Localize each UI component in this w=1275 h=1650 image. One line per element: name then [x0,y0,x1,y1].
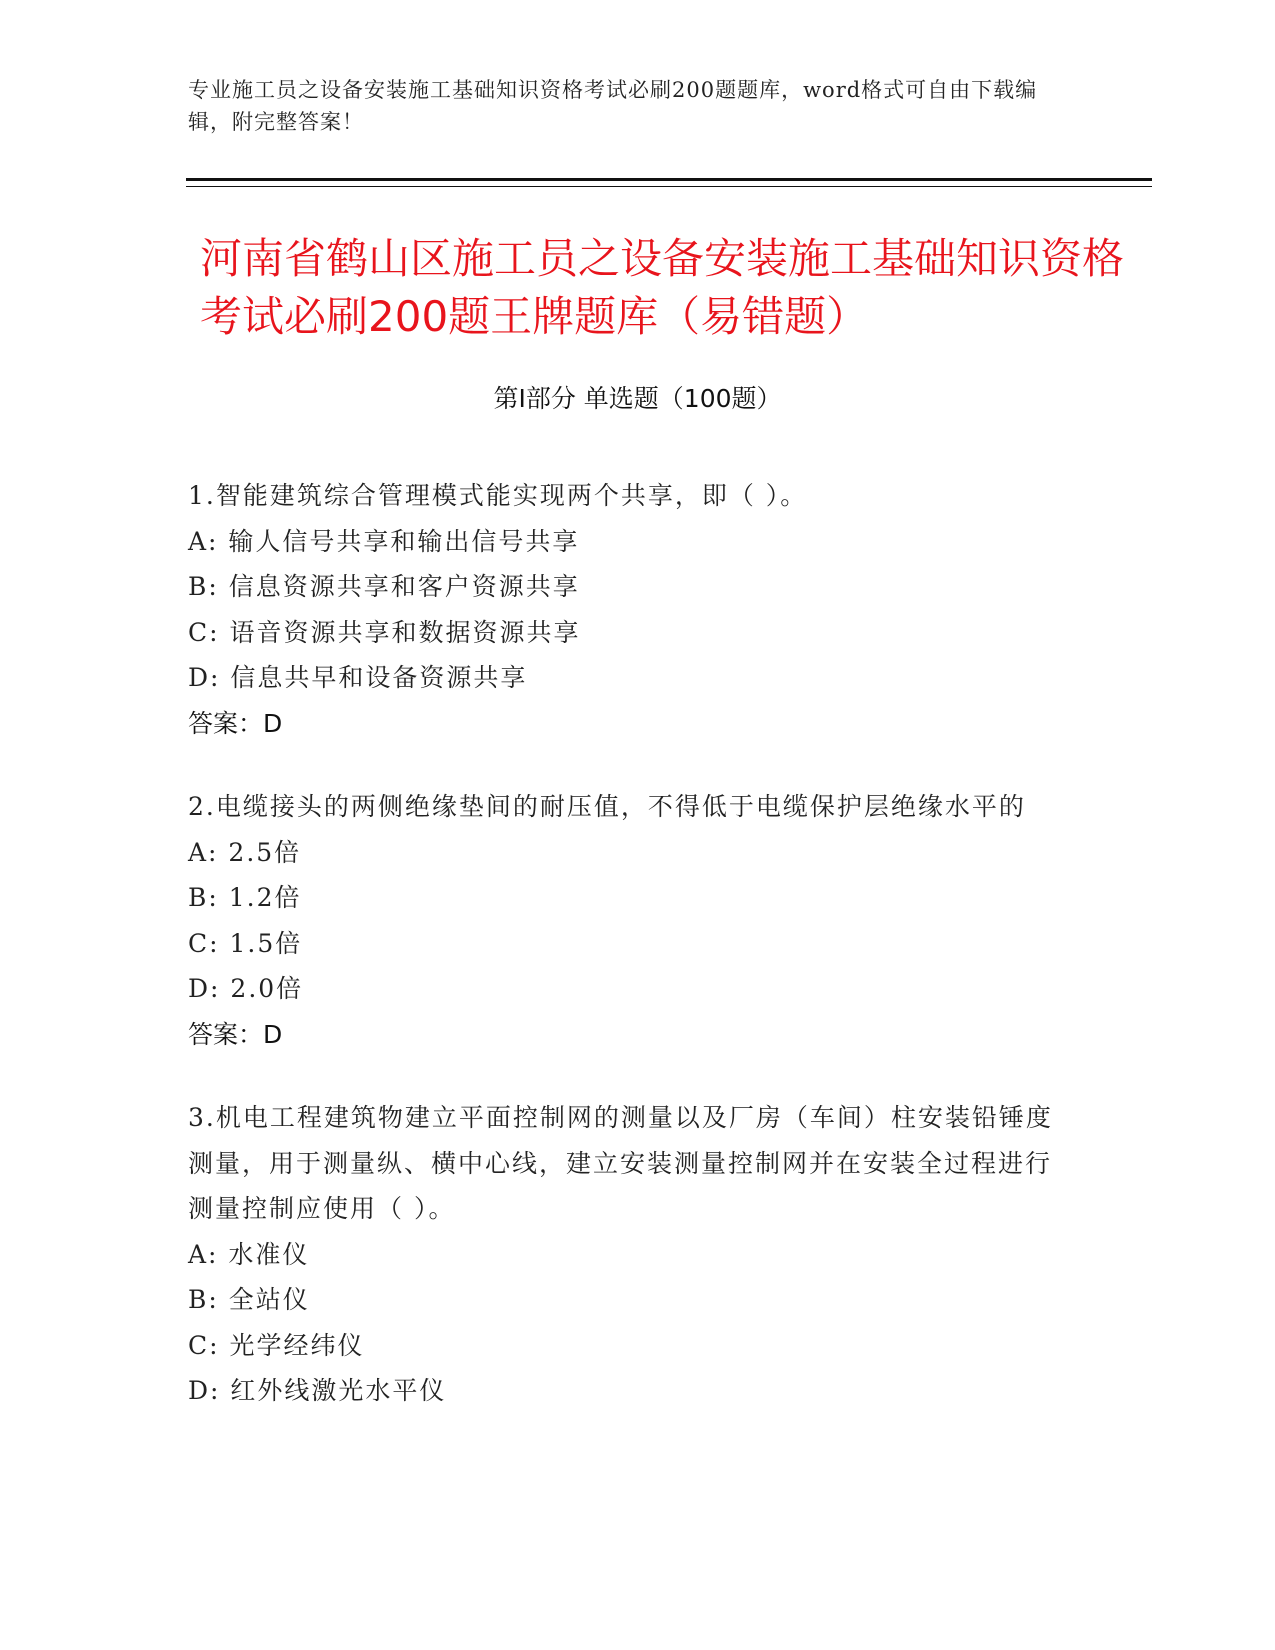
option-a: A: 2.5倍 [188,837,302,867]
question-list [188,473,1068,1452]
header-rule-thin [186,186,1152,187]
option-b: B: 1.2倍 [188,883,302,912]
option-c: C: 光学经纬仪 [188,1330,365,1360]
answer: 答案：D [188,1019,283,1049]
option-a: A: 水准仪 [188,1239,310,1269]
option-b: B: 全站仪 [188,1285,310,1314]
question-2 [188,784,1068,1057]
question-text: 2.电缆接头的两侧绝缘垫间的耐压值，不得低于电缆保护层绝缘水平的 [188,792,1026,821]
option-b: B: 信息资源共享和客户资源共享 [188,572,580,601]
header-note: 专业施工员之设备安装施工基础知识资格考试必刷200题题库，word格式可自由下载编辑，附完整答案！ [188,78,1038,134]
section-title: 第Ⅰ部分 单选题（100题） [493,384,782,413]
question-3 [188,1095,1068,1414]
question-1 [188,473,1068,746]
option-d: D: 红外线激光水平仪 [188,1376,447,1405]
option-c: C: 1.5倍 [188,928,303,958]
header-rule-thick [186,178,1152,181]
document-title: 河南省鹤山区施工员之设备安装施工基础知识资格考试必刷200题王牌题库（易错题） [200,234,1125,341]
option-d: D: 信息共早和设备资源共享 [188,663,528,692]
option-c: C: 语音资源共享和数据资源共享 [188,617,581,647]
answer: 答案：D [188,708,283,738]
option-a: A: 输人信号共享和输出信号共享 [188,526,580,556]
question-text: 1.智能建筑综合管理模式能实现两个共享，即（ ）。 [188,481,808,510]
question-text: 3.机电工程建筑物建立平面控制网的测量以及厂房（车间）柱安装铅锤度测量，用于测量纵、横中心线，建立安装测量控制网并在安装全过程进行测量控制应使用（ ）。 [188,1103,1053,1223]
option-d: D: 2.0倍 [188,974,304,1003]
